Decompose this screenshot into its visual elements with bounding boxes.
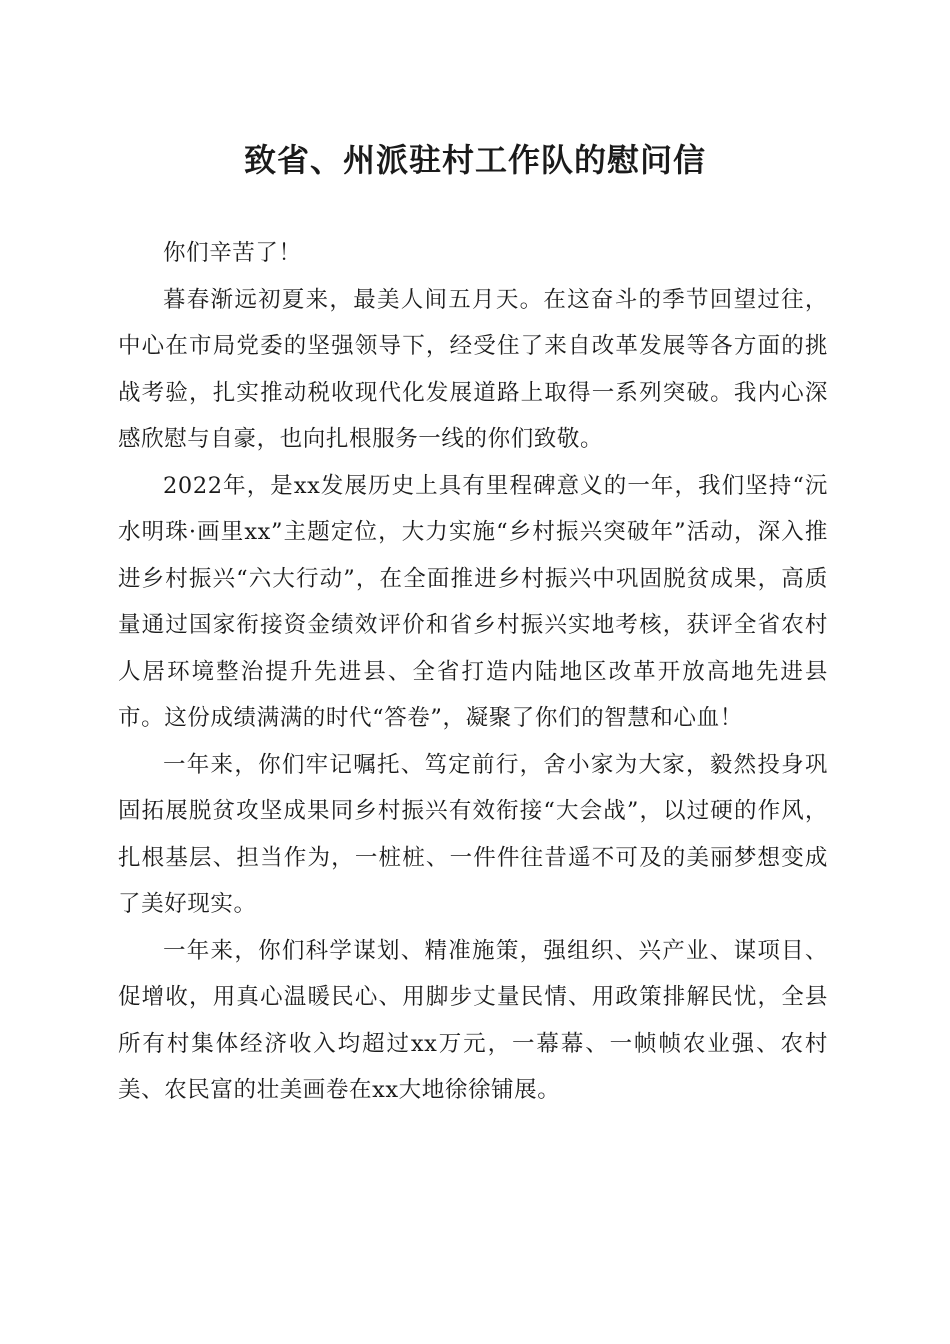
paragraph: 暮春渐远初夏来，最美人间五月天。在这奋斗的季节回望过往，中心在市局党委的坚强领导下，经受住了来自改革发展等各方面的挑战考验，扎实推动税收现代化发展道路上取得一系列突破。我内心深感欣慰与自豪，也向扎根服务一线的你们致敬。: [118, 286, 828, 452]
paragraph-greeting: 你们辛苦了！: [163, 240, 302, 266]
paragraph: 2022年，是xx发展历史上具有里程碑意义的一年，我们坚持“沅水明珠·画里xx”主题定位，大力实施“乡村振兴突破年”活动，深入推进乡村振兴“六大行动”，在全面推进乡村振兴中巩固脱贫成果，高质量通过国家衔接资金绩效评价和省乡村振兴实地考核，获评全省农村人居环境整治提升先进县、全省打造内陆地区改革开放高地先进县市。这份成绩满满的时代“答卷”，凝聚了你们的智慧和心血！: [118, 472, 828, 731]
document-title: 致省、州派驻村工作队的慰问信: [243, 141, 706, 179]
paragraph: 一年来，你们牢记嘱托、笃定前行，舍小家为大家，毅然投身巩固拓展脱贫攻坚成果同乡村振兴有效衔接“大会战”，以过硬的作风，扎根基层、担当作为，一桩桩、一件件往昔遥不可及的美丽梦想变成了美好现实。: [118, 751, 828, 917]
document-body: [118, 230, 828, 1114]
paragraph: 一年来，你们科学谋划、精准施策，强组织、兴产业、谋项目、促增收，用真心温暖民心、用脚步丈量民情、用政策排解民忧，全县所有村集体经济收入均超过xx万元，一幕幕、一帧帧农业强、农村美、农民富的壮美画卷在xx大地徐徐铺展。: [118, 937, 828, 1103]
